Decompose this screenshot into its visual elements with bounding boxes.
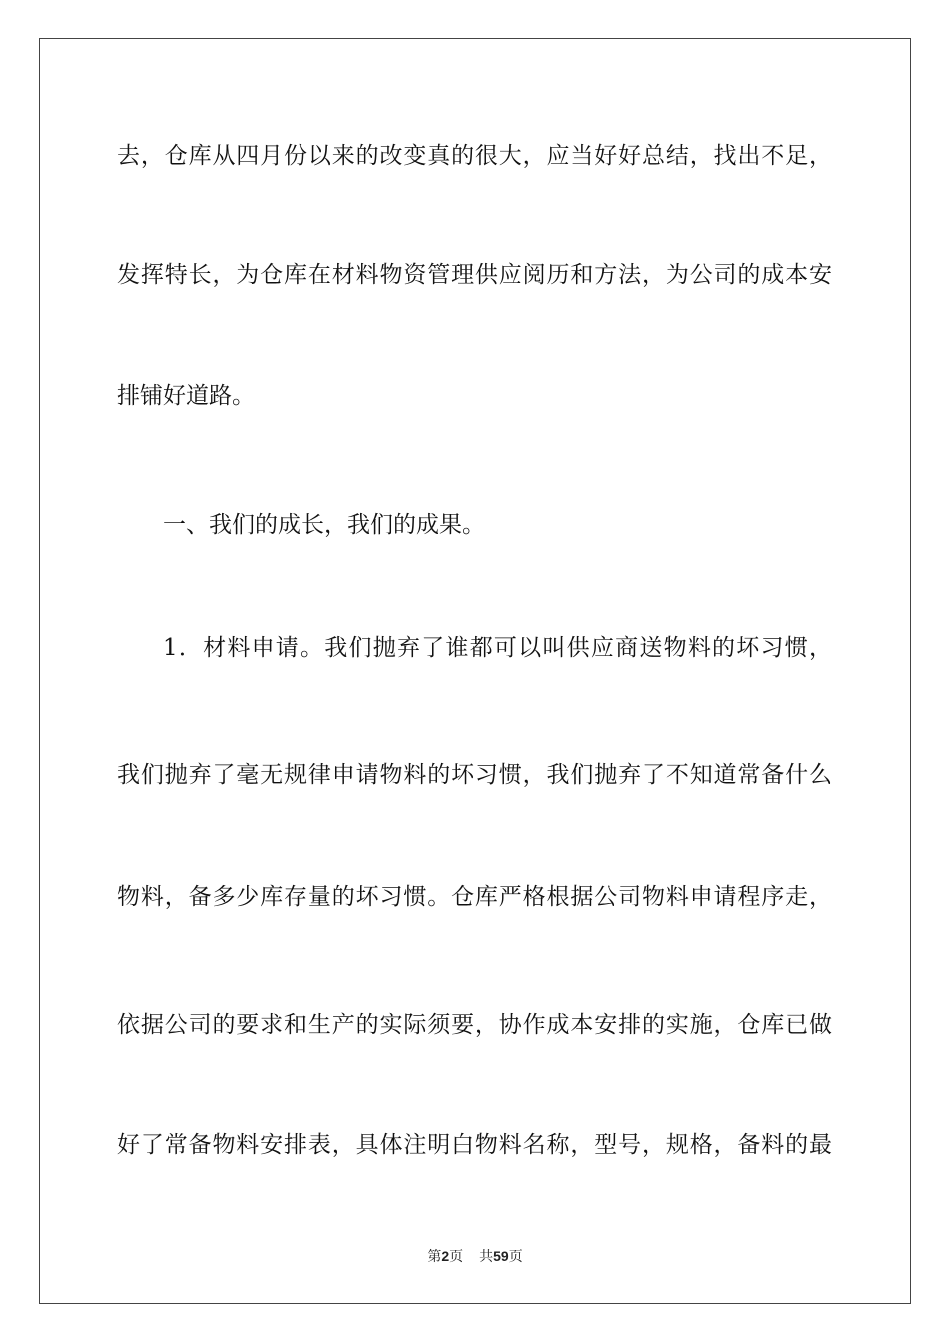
- section-heading: 一、我们的成长，我们的成果。: [163, 512, 485, 538]
- total-pages: 59: [493, 1248, 509, 1264]
- body-text-line: 排铺好道路。: [117, 383, 255, 409]
- page-border: [39, 38, 911, 1304]
- total-prefix: 共: [479, 1249, 494, 1265]
- body-text-line: 物料，备多少库存量的坏习惯。仓库严格根据公司物料申请程序走，: [117, 884, 832, 910]
- body-text-line: 依据公司的要求和生产的实际须要，协作成本安排的实施，仓库已做: [117, 1012, 832, 1038]
- body-text-line: 好了常备物料安排表，具体注明白物料名称，型号，规格，备料的最: [117, 1132, 832, 1158]
- body-text-line: 去，仓库从四月份以来的改变真的很大，应当好好总结，找出不足，: [117, 143, 832, 169]
- page-footer: [0, 1247, 950, 1266]
- body-text-line: 1．材料申请。我们抛弃了谁都可以叫供应商送物料的坏习惯，: [163, 635, 832, 661]
- body-text-line: 我们抛弃了毫无规律申请物料的坏习惯，我们抛弃了不知道常备什么: [117, 762, 832, 788]
- page-prefix: 第: [427, 1249, 442, 1265]
- body-text-line: 发挥特长，为仓库在材料物资管理供应阅历和方法，为公司的成本安: [117, 262, 832, 288]
- total-suffix: 页: [508, 1249, 523, 1265]
- page-number: 2: [441, 1248, 450, 1264]
- page-suffix: 页: [449, 1249, 464, 1265]
